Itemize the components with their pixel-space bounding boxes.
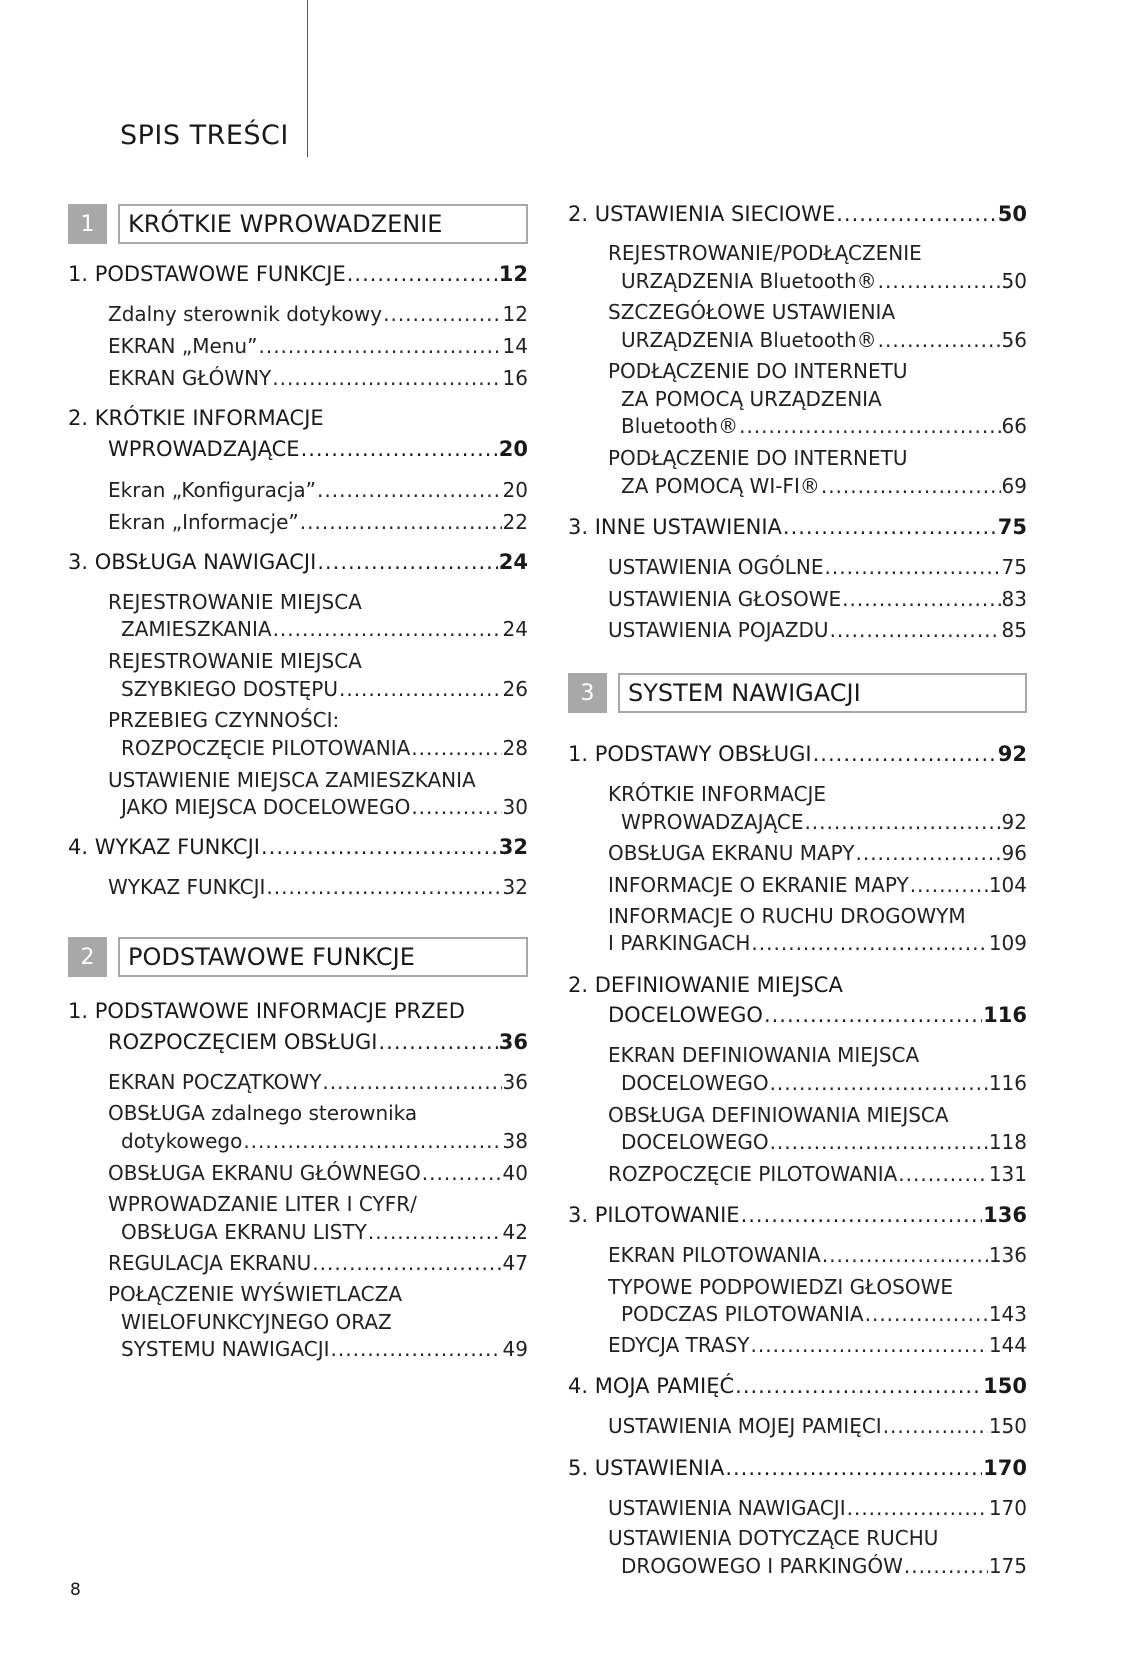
toc-entry[interactable] [121, 795, 528, 819]
toc-entry-line[interactable]: PODŁĄCZENIE DO INTERNETU [608, 446, 908, 470]
entry-page: 36 [502, 1070, 528, 1094]
toc-entry[interactable] [621, 474, 1027, 498]
entry-page: 104 [988, 873, 1027, 897]
entry-page: 175 [988, 1554, 1027, 1578]
dot-leader [339, 677, 502, 701]
toc-entry-line[interactable]: WPROWADZANIE LITER I CYFR/ [108, 1192, 417, 1216]
entry-label: SYSTEMU NAWIGACJI [121, 1337, 330, 1361]
toc-entry[interactable] [108, 334, 528, 358]
toc-entry[interactable] [108, 875, 528, 899]
entry-page: 69 [1001, 474, 1027, 498]
entry-label: EKRAN „Menu” [108, 334, 258, 358]
entry-page: 83 [1001, 587, 1027, 611]
entry-page: 26 [502, 677, 528, 701]
toc-section[interactable] [568, 1203, 1027, 1227]
toc-entry[interactable] [121, 677, 528, 701]
toc-entry-line[interactable]: KRÓTKIE INFORMACJE [608, 782, 827, 806]
entry-label: PODCZAS PILOTOWANIA [621, 1302, 864, 1326]
toc-entry[interactable] [621, 328, 1027, 352]
chapter-3-header[interactable] [568, 673, 1027, 713]
toc-section[interactable] [108, 437, 528, 461]
entry-label: 1. PODSTAWOWE FUNKCJE [68, 262, 346, 286]
dot-leader [300, 510, 502, 534]
dot-leader [855, 841, 1000, 865]
entry-label: Ekran „Konfiguracja” [108, 478, 317, 502]
entry-page: 109 [988, 931, 1027, 955]
entry-label: Zdalny sterownik dotykowy [108, 302, 383, 326]
entry-page: 32 [502, 875, 528, 899]
dot-leader [312, 1251, 501, 1275]
entry-label: 3. PILOTOWANIE [568, 1203, 740, 1227]
entry-page: 14 [502, 334, 528, 358]
page-title: SPIS TREŚCI [120, 120, 289, 151]
toc-section[interactable] [568, 202, 1027, 226]
entry-label: 2. USTAWIENIA SIECIOWE [568, 202, 836, 226]
page-number: 8 [70, 1580, 81, 1600]
toc-entry-line[interactable]: PODŁĄCZENIE DO INTERNETU [608, 359, 908, 383]
entry-page: 42 [502, 1220, 528, 1244]
dot-leader [898, 1162, 988, 1186]
toc-entry[interactable] [608, 1243, 1027, 1267]
dot-leader [317, 478, 502, 502]
entry-page: 16 [502, 366, 528, 390]
toc-entry[interactable] [608, 618, 1027, 642]
toc-entry[interactable] [621, 1071, 1027, 1095]
dot-leader [770, 1071, 988, 1095]
dot-leader [322, 1070, 501, 1094]
entry-label: I PARKINGACH [608, 931, 751, 955]
toc-entry-line[interactable]: PRZEBIEG CZYNNOŚCI: [108, 708, 340, 732]
toc-entry[interactable] [108, 1251, 528, 1275]
entry-label: EDYCJA TRASY [608, 1333, 750, 1357]
toc-entry[interactable] [108, 366, 528, 390]
chapter-title: SYSTEM NAWIGACJI [618, 673, 1027, 713]
entry-page: 47 [502, 1251, 528, 1275]
entry-page: 170 [983, 1456, 1027, 1480]
entry-page: 85 [1001, 618, 1027, 642]
toc-entry[interactable] [608, 1162, 1027, 1186]
dot-leader [735, 1374, 982, 1398]
entry-label: 4. MOJA PAMIĘĆ [568, 1374, 735, 1398]
entry-page: 30 [502, 795, 528, 819]
entry-page: 136 [983, 1203, 1027, 1227]
toc-section[interactable] [568, 1374, 1027, 1398]
toc-entry-line[interactable]: TYPOWE PODPOWIEDZI GŁOSOWE [608, 1275, 954, 1299]
entry-label: USTAWIENIA OGÓLNE [608, 555, 824, 579]
chapter-1-header[interactable] [68, 204, 528, 244]
dot-leader [821, 474, 1001, 498]
entry-label: URZĄDZENIA Bluetooth® [621, 269, 877, 293]
entry-page: 96 [1001, 841, 1027, 865]
dot-leader [411, 736, 501, 760]
entry-page: 118 [988, 1130, 1027, 1154]
toc-entry-line[interactable]: INFORMACJE O RUCHU DROGOWYM [608, 904, 966, 928]
entry-page: 49 [502, 1337, 528, 1361]
entry-page: 116 [988, 1071, 1027, 1095]
entry-page: 136 [988, 1243, 1027, 1267]
toc-entry[interactable] [608, 555, 1027, 579]
entry-label: 3. INNE USTAWIENIA [568, 515, 782, 539]
toc-entry[interactable] [608, 1496, 1027, 1520]
entry-label: DOCELOWEGO [621, 1130, 769, 1154]
entry-label: ZA POMOCĄ WI-FI® [621, 474, 820, 498]
entry-page: 66 [1001, 414, 1027, 438]
toc-entry-line[interactable]: OBSŁUGA DEFINIOWANIA MIEJSCA [608, 1103, 949, 1127]
entry-label: OBSŁUGA EKRANU LISTY [121, 1220, 367, 1244]
entry-page: 50 [997, 202, 1027, 226]
dot-leader [764, 1003, 982, 1027]
entry-label: 4. WYKAZ FUNKCJI [68, 835, 260, 859]
entry-label: DOCELOWEGO [621, 1071, 769, 1095]
entry-label: OBSŁUGA EKRANU GŁÓWNEGO [108, 1161, 421, 1185]
toc-section[interactable] [68, 262, 528, 286]
entry-label: WYKAZ FUNKCJI [108, 875, 266, 899]
toc-section[interactable] [608, 1003, 1027, 1027]
toc-entry[interactable] [608, 1414, 1027, 1438]
entry-page: 75 [1001, 555, 1027, 579]
toc-entry-line[interactable]: USTAWIENIE MIEJSCA ZAMIESZKANIA [108, 768, 476, 792]
dot-leader [347, 262, 498, 286]
entry-page: 24 [502, 617, 528, 641]
toc-entry-line[interactable]: USTAWIENIA DOTYCZĄCE RUCHU [608, 1526, 939, 1550]
dot-leader [273, 617, 502, 641]
entry-page: 116 [983, 1003, 1027, 1027]
toc-entry[interactable] [621, 810, 1027, 834]
entry-label: 3. OBSŁUGA NAWIGACJI [68, 550, 317, 574]
toc-entry[interactable] [608, 931, 1027, 955]
toc-section[interactable] [108, 1030, 528, 1054]
entry-label: EKRAN POCZĄTKOWY [108, 1070, 322, 1094]
entry-page: 143 [988, 1302, 1027, 1326]
toc-entry-line[interactable]: EKRAN DEFINIOWANIA MIEJSCA [608, 1043, 920, 1067]
toc-entry-line[interactable]: SZCZEGÓŁOWE USTAWIENIA [608, 300, 896, 324]
entry-label: ROZPOCZĘCIE PILOTOWANIA [121, 736, 411, 760]
dot-leader [883, 1414, 988, 1438]
chapter-number-badge: 3 [568, 673, 607, 713]
chapter-number-badge: 1 [68, 204, 107, 244]
toc-entry[interactable] [621, 1554, 1027, 1578]
dot-leader [822, 1243, 988, 1267]
toc-entry[interactable] [621, 414, 1027, 438]
dot-leader [836, 202, 997, 226]
entry-page: 92 [1001, 810, 1027, 834]
entry-label: WPROWADZAJĄCE [621, 810, 804, 834]
dot-leader [741, 1203, 983, 1227]
entry-label: ROZPOCZĘCIEM OBSŁUGI [108, 1030, 378, 1054]
dot-leader [825, 555, 1001, 579]
toc-section-line[interactable]: 2. KRÓTKIE INFORMACJE [68, 406, 324, 430]
toc-entry-line[interactable]: REJESTROWANIE MIEJSCA [108, 590, 362, 614]
toc-entry[interactable] [121, 1337, 528, 1361]
chapter-number-badge: 2 [68, 937, 107, 977]
toc-section[interactable] [568, 1456, 1027, 1480]
chapter-title: KRÓTKIE WPROWADZENIE [118, 204, 528, 244]
dot-leader [770, 1130, 988, 1154]
entry-page: 144 [988, 1333, 1027, 1357]
entry-page: 28 [502, 736, 528, 760]
entry-page: 50 [1001, 269, 1027, 293]
dot-leader [878, 328, 1001, 352]
toc-entry[interactable] [121, 1220, 528, 1244]
toc-entry-line[interactable]: REJESTROWANIE MIEJSCA [108, 649, 362, 673]
dot-leader [261, 835, 498, 859]
entry-page: 12 [502, 302, 528, 326]
toc-entry[interactable] [108, 478, 528, 502]
entry-page: 38 [502, 1129, 528, 1153]
entry-page: 20 [502, 478, 528, 502]
entry-page: 12 [498, 262, 528, 286]
entry-label: OBSŁUGA EKRANU MAPY [608, 841, 855, 865]
toc-entry[interactable] [108, 302, 528, 326]
entry-page: 40 [502, 1161, 528, 1185]
dot-leader [804, 810, 1000, 834]
entry-page: 32 [498, 835, 528, 859]
toc-entry[interactable] [608, 1333, 1027, 1357]
dot-leader [865, 1302, 988, 1326]
entry-page: 170 [988, 1496, 1027, 1520]
entry-page: 56 [1001, 328, 1027, 352]
dot-leader [368, 1220, 502, 1244]
entry-page: 92 [997, 742, 1027, 766]
entry-label: USTAWIENIA GŁOSOWE [608, 587, 842, 611]
entry-label: 5. USTAWIENIA [568, 1456, 725, 1480]
entry-label: INFORMACJE O EKRANIE MAPY [608, 873, 909, 897]
dot-leader [739, 414, 1000, 438]
entry-page: 20 [498, 437, 528, 461]
entry-page: 131 [988, 1162, 1027, 1186]
toc-section[interactable] [568, 742, 1027, 766]
entry-label: JAKO MIEJSCA DOCELOWEGO [121, 795, 411, 819]
entry-label: EKRAN PILOTOWANIA [608, 1243, 821, 1267]
entry-label: EKRAN GŁÓWNY [108, 366, 272, 390]
entry-label: WPROWADZAJĄCE [108, 437, 300, 461]
entry-label: USTAWIENIA MOJEJ PAMIĘCI [608, 1414, 882, 1438]
toc-entry[interactable] [608, 873, 1027, 897]
dot-leader [331, 1337, 502, 1361]
toc-section-line[interactable]: 2. DEFINIOWANIE MIEJSCA [568, 973, 843, 997]
toc-entry[interactable] [621, 269, 1027, 293]
toc-entry[interactable] [108, 1161, 528, 1185]
entry-label: URZĄDZENIA Bluetooth® [621, 328, 877, 352]
toc-entry[interactable] [108, 1070, 528, 1094]
header-divider [307, 0, 308, 157]
entry-label: Ekran „Informacje” [108, 510, 299, 534]
dot-leader [751, 1333, 988, 1357]
toc-entry-line[interactable]: WIELOFUNKCYJNEGO ORAZ [121, 1310, 392, 1334]
toc-section[interactable] [68, 550, 528, 574]
toc-entry-line[interactable]: POŁĄCZENIE WYŚWIETLACZA [108, 1282, 403, 1306]
toc-entry[interactable] [621, 1130, 1027, 1154]
entry-label: 1. PODSTAWY OBSŁUGI [568, 742, 812, 766]
chapter-2-header[interactable] [68, 937, 528, 977]
dot-leader [783, 515, 997, 539]
toc-entry-line[interactable]: ZA POMOCĄ URZĄDZENIA [621, 387, 882, 411]
entry-label: ROZPOCZĘCIE PILOTOWANIA [608, 1162, 898, 1186]
dot-leader [301, 437, 498, 461]
entry-label: ZAMIESZKANIA [121, 617, 272, 641]
toc-entry[interactable] [608, 841, 1027, 865]
dot-leader [272, 366, 501, 390]
entry-label: USTAWIENIA POJAZDU [608, 618, 829, 642]
dot-leader [725, 1456, 982, 1480]
dot-leader [842, 587, 1000, 611]
entry-label: dotykowego [121, 1129, 243, 1153]
toc-section[interactable] [68, 835, 528, 859]
entry-page: 24 [498, 550, 528, 574]
entry-page: 36 [498, 1030, 528, 1054]
entry-label: Bluetooth® [621, 414, 739, 438]
toc-entry-line[interactable]: OBSŁUGA zdalnego sterownika [108, 1101, 418, 1125]
dot-leader [258, 334, 501, 358]
dot-leader [378, 1030, 497, 1054]
chapter-title: PODSTAWOWE FUNKCJE [118, 937, 528, 977]
dot-leader [910, 873, 988, 897]
toc-entry[interactable] [121, 1129, 528, 1153]
dot-leader [383, 302, 501, 326]
toc-entry[interactable] [621, 1302, 1027, 1326]
toc-section[interactable] [568, 515, 1027, 539]
dot-leader [904, 1554, 988, 1578]
dot-leader [266, 875, 501, 899]
toc-entry[interactable] [121, 736, 528, 760]
entry-label: REGULACJA EKRANU [108, 1251, 312, 1275]
toc-entry[interactable] [121, 617, 528, 641]
toc-section-line[interactable]: 1. PODSTAWOWE INFORMACJE PRZED [68, 999, 465, 1023]
entry-label: SZYBKIEGO DOSTĘPU [121, 677, 338, 701]
entry-label: DROGOWEGO I PARKINGÓW [621, 1554, 903, 1578]
entry-page: 75 [997, 515, 1027, 539]
toc-entry[interactable] [108, 510, 528, 534]
entry-label: DOCELOWEGO [608, 1003, 763, 1027]
entry-page: 150 [983, 1374, 1027, 1398]
dot-leader [830, 618, 1001, 642]
entry-page: 150 [988, 1414, 1027, 1438]
dot-leader [411, 795, 501, 819]
dot-leader [878, 269, 1001, 293]
dot-leader [317, 550, 497, 574]
entry-page: 22 [502, 510, 528, 534]
dot-leader [243, 1129, 501, 1153]
toc-entry-line[interactable]: REJESTROWANIE/PODŁĄCZENIE [608, 241, 922, 265]
dot-leader [847, 1496, 988, 1520]
dot-leader [422, 1161, 502, 1185]
toc-entry[interactable] [608, 587, 1027, 611]
dot-leader [751, 931, 987, 955]
dot-leader [813, 742, 997, 766]
entry-label: USTAWIENIA NAWIGACJI [608, 1496, 846, 1520]
